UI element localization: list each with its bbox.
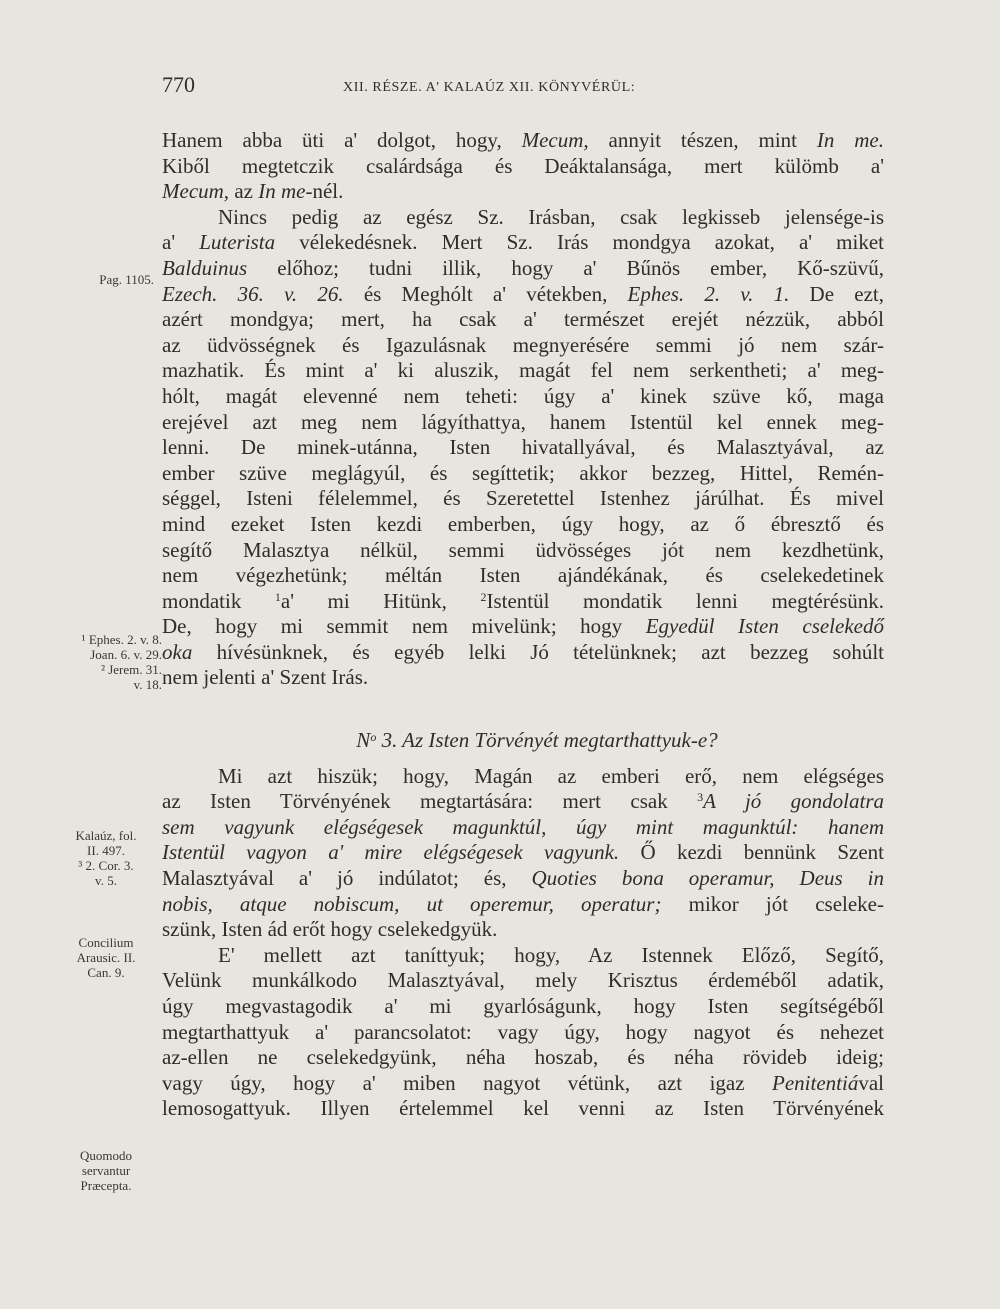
text-line: mondatik $^1$a' mi Hitünk, $^2$Istentül mondatik lenni megtérésünk.: [162, 588, 884, 613]
text-line: lenni. De minek-utánna, Isten hivatallyával, és Malasztyával, az: [162, 435, 884, 460]
text-line: Malasztyával a' jó indúlatot; és, Quoties bona operamur, Deus in: [162, 866, 884, 891]
text-line: szünk, Isten ád erőt hogy cselekedgyük.: [162, 917, 498, 942]
text-line: segítő Malasztya nélkül, semmi üdvösséges jót nem kezdhetünk,: [162, 537, 884, 562]
text-line: Istentül vagyon a' mire elégségesek vagyunk. Ő kezdi bennünk Szent: [162, 840, 884, 865]
text-line: mazhatik. És mint a' ki aluszik, magát fel nem serkentheti; a' meg-: [162, 358, 884, 383]
page-number: 770: [162, 72, 195, 97]
margin-note-kalauz: Kalaúz, fol. II. 497. ³ 2. Cor. 3. v. 5.: [75, 828, 137, 888]
text-line: az Isten Törvényének megtartására: mert csak $^3$A jó gondolatra: [162, 789, 885, 814]
footnote-ref: 2: [480, 589, 487, 604]
text-line: vagy úgy, hogy a' miben nagyot vétünk, azt igaz Penitentiával: [162, 1070, 884, 1095]
text-line: megtarthattyuk a' parancsolatot: vagy úgy, hogy nagyot és nehezet: [162, 1019, 884, 1044]
text-line: Ezech. 36. v. 26. és Meghólt a' vétekben, Ephes. 2. v. 1. De ezt,: [162, 281, 884, 306]
text-line: Mecum, az In me-nél.: [162, 179, 344, 204]
text-line: lemosogattyuk. Illyen értelemmel kel venni az Isten Törvényének: [162, 1096, 884, 1121]
text-line: sem vagyunk elégségesek magunktúl, úgy mint magunktúl: hanem: [162, 814, 884, 839]
text-line: nobis, atque nobiscum, ut operemur, operatur; mikor jót cseleke-: [162, 891, 884, 916]
text-line: Balduinus előhoz; tudni illik, hogy a' Bűnös ember, Kő-szüvű,: [162, 255, 884, 280]
margin-note-pag: Pag. 1105.: [99, 272, 154, 287]
page-header: [0, 72, 1000, 102]
text-line: az üdvösségnek és Igazulásnak megnyerésére semmi jó nem szár-: [162, 332, 884, 357]
margin-note-concilium: Concilium Arausic. II. Can. 9.: [76, 935, 136, 980]
text-line: oka hívésünknek, és egyéb lelki Jó tételünknek; azt bezzeg sohúlt: [162, 639, 884, 664]
footnote-ref: 1: [274, 589, 281, 604]
main-text: [162, 128, 884, 1122]
text-line: Nincs pedig az egész Sz. Irásban, csak legkisseb jelensége-is: [218, 204, 884, 229]
text-line: erejével azt meg nem lágyíthattya, hanem Istentül kel ennek meg-: [162, 409, 884, 434]
text-line: E' mellett azt taníttyuk; hogy, Az Istennek Előző, Segítő,: [218, 942, 884, 967]
running-head: XII. RÉSZE. A' KALAÚZ XII. KÖNYVÉRÜL:: [343, 80, 636, 95]
text-line: Hanem abba üti a' dolgot, hogy, Mecum, annyit tészen, mint In me.: [162, 128, 884, 152]
text-line: mind ezeket Isten kezdi emberben, úgy hogy, az ő ébresztő és: [162, 511, 884, 536]
margin-note-quomodo: Quomodo servantur Præcepta.: [80, 1148, 132, 1193]
text-line: ember szüve meglágyúl, és segíttetik; akkor bezzeg, Hittel, Remén-: [162, 460, 884, 485]
margin-note-references: ¹ Ephes. 2. v. 8. Joan. 6. v. 29. ² Jerem. 31. v. 18.: [81, 632, 162, 692]
text-line: az-ellen ne cselekedgyünk, néha hoszab, és néha rövideb ideig;: [162, 1045, 884, 1070]
text-line: Kiből megtetczik csalárdsága és Deáktalansága, mert külömb a': [162, 153, 884, 178]
text-line: séggel, Isteni félelemmel, és Szeretettel Istenhez járúlhat. És mivel: [162, 486, 884, 511]
section-heading: $N^o$ 3. Az Isten Törvényét megtarthattyuk-e?: [356, 727, 718, 752]
text-line: hólt, magát elevenné nem teheti: úgy a' kinek szüve kő, maga: [162, 383, 884, 408]
text-line: nem jelenti a' Szent Irás.: [162, 665, 369, 690]
text-line: a' Luterista vélekedésnek. Mert Sz. Irás mondgya azokat, a' miket: [162, 230, 884, 255]
text-line: Mi azt hiszük; hogy, Magán az emberi erő, nem elégséges: [218, 763, 884, 788]
text-line: Velünk munkálkodo Malasztyával, mely Krisztus érdeméből adatik,: [162, 968, 884, 993]
text-line: nem végezhetünk; méltán Isten ajándékának, és cselekedetinek: [162, 563, 884, 588]
footnote-ref: 3: [697, 790, 704, 805]
text-line: De, hogy mi semmit nem mivelünk; hogy Egyedül Isten cselekedő: [162, 614, 884, 639]
text-line: úgy megvastagodik a' mi gyarlóságunk, hogy Isten segítségéből: [162, 994, 884, 1018]
text-line: azért mondgya; mert, ha csak a' természet erejét nézzük, abból: [162, 307, 884, 332]
